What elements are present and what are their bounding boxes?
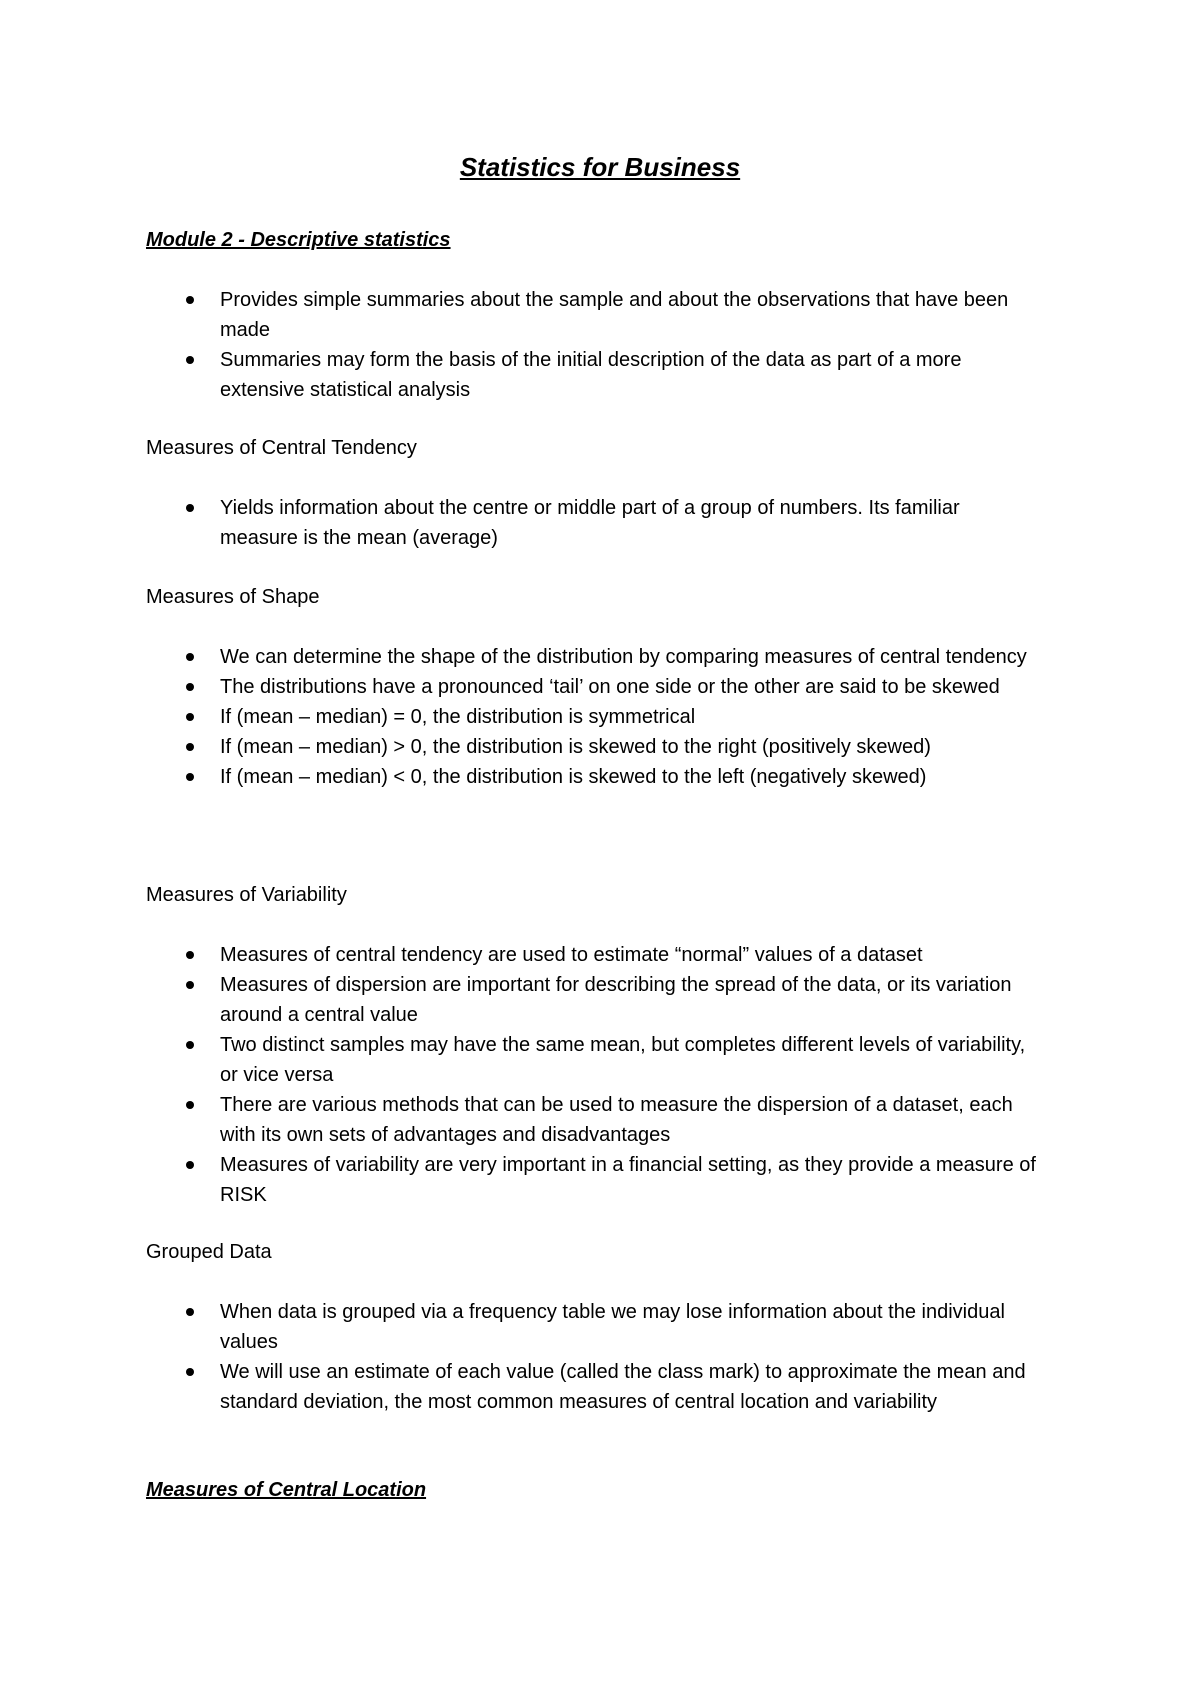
variability-bullet-list bbox=[0, 940, 1100, 1210]
bullet-icon bbox=[186, 1161, 194, 1169]
bullet-text: When data is grouped via a frequency table we may lose information about the individual values bbox=[220, 1301, 1005, 1353]
list-item bbox=[0, 1150, 1100, 1210]
bullet-icon bbox=[186, 951, 194, 959]
list-item bbox=[0, 285, 1100, 345]
bullet-icon bbox=[186, 1101, 194, 1109]
bullet-icon bbox=[186, 743, 194, 751]
list-item bbox=[0, 1357, 1100, 1417]
list-item bbox=[0, 940, 1100, 970]
list-item bbox=[0, 672, 1100, 702]
bullet-text: Summaries may form the basis of the initial description of the data as part of a more extensive statistical analysis bbox=[220, 349, 962, 401]
bullet-icon bbox=[186, 1308, 194, 1316]
variability-heading: Measures of Variability bbox=[146, 884, 347, 906]
bullet-icon bbox=[186, 296, 194, 304]
list-item bbox=[0, 1030, 1100, 1090]
list-item bbox=[0, 1297, 1100, 1357]
shape-bullet-list bbox=[0, 642, 1100, 792]
list-item bbox=[0, 493, 1100, 553]
module-heading: Module 2 - Descriptive statistics bbox=[146, 229, 451, 251]
bullet-text: Two distinct samples may have the same mean, but completes different levels of variability, or vice versa bbox=[220, 1034, 1026, 1086]
list-item bbox=[0, 702, 1100, 732]
list-item bbox=[0, 1090, 1100, 1150]
bullet-icon bbox=[186, 713, 194, 721]
bullet-text: Measures of variability are very important in a financial setting, as they provide a measure of RISK bbox=[220, 1154, 1036, 1206]
bullet-icon bbox=[186, 683, 194, 691]
bullet-icon bbox=[186, 504, 194, 512]
list-item bbox=[0, 345, 1100, 405]
central-tendency-heading: Measures of Central Tendency bbox=[146, 437, 417, 459]
central-location-heading: Measures of Central Location bbox=[146, 1479, 427, 1501]
bullet-text: Yields information about the centre or middle part of a group of numbers. Its familiar measure is the mean (average) bbox=[220, 497, 960, 549]
bullet-text: Measures of central tendency are used to estimate “normal” values of a dataset bbox=[220, 944, 923, 966]
module-bullet-list bbox=[0, 285, 1100, 405]
bullet-text: If (mean – median) > 0, the distribution is skewed to the right (positively skewed) bbox=[220, 736, 931, 758]
bullet-text: Measures of dispersion are important for describing the spread of the data, or its variation around a central value bbox=[220, 974, 1012, 1026]
list-item bbox=[0, 732, 1100, 762]
bullet-icon bbox=[186, 773, 194, 781]
bullet-text: If (mean – median) = 0, the distribution is symmetrical bbox=[220, 706, 696, 728]
list-item bbox=[0, 762, 1100, 792]
bullet-icon bbox=[186, 1368, 194, 1376]
bullet-text: Provides simple summaries about the sample and about the observations that have been made bbox=[220, 289, 1009, 341]
bullet-text: We will use an estimate of each value (called the class mark) to approximate the mean and standard deviation, the most common measures of central location and variability bbox=[220, 1361, 1026, 1413]
shape-heading: Measures of Shape bbox=[146, 586, 320, 608]
bullet-icon bbox=[186, 1041, 194, 1049]
bullet-icon bbox=[186, 653, 194, 661]
bullet-text: There are various methods that can be used to measure the dispersion of a dataset, each with its own sets of advantages and disadvantages bbox=[220, 1094, 1013, 1146]
grouped-data-bullet-list bbox=[0, 1297, 1100, 1417]
list-item bbox=[0, 970, 1100, 1030]
grouped-data-heading: Grouped Data bbox=[146, 1241, 272, 1263]
list-item bbox=[0, 642, 1100, 672]
bullet-icon bbox=[186, 981, 194, 989]
document-title: Statistics for Business bbox=[459, 152, 741, 182]
bullet-text: We can determine the shape of the distribution by comparing measures of central tendency bbox=[220, 646, 1027, 668]
bullet-text: If (mean – median) < 0, the distribution is skewed to the left (negatively skewed) bbox=[220, 766, 927, 788]
bullet-text: The distributions have a pronounced ‘tail’ on one side or the other are said to be skewed bbox=[220, 676, 1000, 698]
central-tendency-bullet-list bbox=[0, 493, 1100, 553]
bullet-icon bbox=[186, 356, 194, 364]
